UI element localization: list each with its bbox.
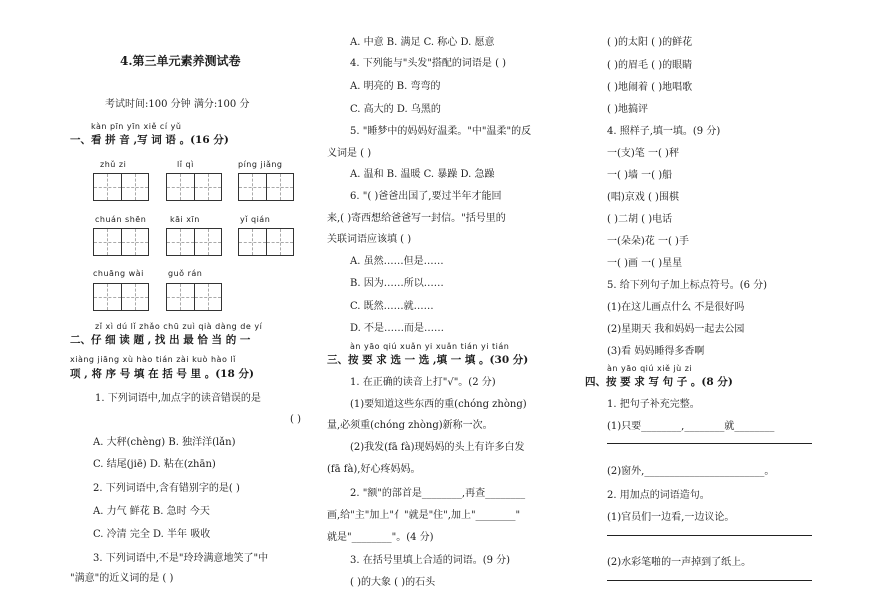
answer-line[interactable] bbox=[607, 580, 812, 581]
text-line: A. 大秤(chèng) B. 独洋洋(lǎn) bbox=[93, 437, 236, 448]
text-line: C. 结尾(jiē) D. 粘在(zhān) bbox=[93, 459, 216, 470]
text-line: (唱)京戏 ( )围棋 bbox=[607, 192, 679, 203]
text-line: 一(支)笔 一( )秤 bbox=[607, 148, 679, 159]
exam-title: 4.第三单元素养测试卷 bbox=[120, 54, 241, 68]
text-line: ( )地闹着 ( )地唱歌 bbox=[607, 82, 693, 93]
text-line: 量,必须重(chóng zhòng)新称一次。 bbox=[327, 420, 493, 431]
text-line: 1. 在正确的读音上打"√"。(2 分) bbox=[350, 377, 496, 388]
text-line: C. 既然……就…… bbox=[350, 301, 434, 312]
pinyin-line: chuán shēn bbox=[95, 215, 147, 224]
text-line: A. 明亮的 B. 弯弯的 bbox=[350, 81, 441, 92]
text-line: (2)我发(fā fà)现妈妈的头上有许多白发 bbox=[350, 442, 525, 453]
text-line: 考试时间:100 分钟 满分:100 分 bbox=[105, 99, 250, 110]
text-line: 4. 下列能与"头发"搭配的词语是 ( ) bbox=[350, 58, 507, 69]
pinyin-line: lǐ qì bbox=[177, 160, 194, 169]
pinyin-line: yǐ qián bbox=[240, 215, 271, 224]
pinyin-writing-box[interactable] bbox=[238, 173, 294, 201]
text-line: 义词是 ( ) bbox=[327, 148, 372, 159]
pinyin-line: zhǔ zi bbox=[100, 160, 127, 169]
text-line: 2. 用加点的词语造句。 bbox=[607, 490, 710, 501]
text-line: ( )地搞评 bbox=[607, 104, 648, 115]
text-line: 3. 在括号里填上合适的词语。(9 分) bbox=[350, 555, 511, 566]
text-line: 4. 照样子,填一填。(9 分) bbox=[607, 126, 721, 137]
section-heading: 项 , 将 序 号 填 在 括 号 里 。(18 分) bbox=[70, 368, 254, 380]
answer-line[interactable] bbox=[607, 535, 812, 536]
text-line: ( )的大象 ( )的石头 bbox=[350, 577, 436, 588]
text-line: 5. 给下列句子加上标点符号。(6 分) bbox=[607, 280, 768, 291]
text-line: 一( )墙 一( )船 bbox=[607, 170, 673, 181]
text-line: A. 中意 B. 满足 C. 称心 D. 愿意 bbox=[350, 37, 495, 48]
text-line: A. 虽然……但是…… bbox=[350, 256, 444, 267]
text-line: (1)只要________,________就________ bbox=[607, 421, 775, 432]
text-line: (2)水彩笔啪的一声掉到了纸上。 bbox=[607, 557, 752, 568]
text-line: 2. 下列词语中,含有错别字的是( ) bbox=[93, 483, 240, 494]
text-line: C. 高大的 D. 乌黑的 bbox=[350, 104, 441, 115]
text-line: A. 力气 鲜花 B. 急时 今天 bbox=[93, 506, 210, 517]
text-line: 关联词语应该填 ( ) bbox=[327, 234, 412, 245]
text-line: 6. "( )爸爸出国了,要过半年才能回 bbox=[350, 191, 502, 202]
text-line: ( ) bbox=[290, 414, 301, 425]
text-line: 一( )画 一( )星星 bbox=[607, 258, 683, 269]
pinyin-line: kāi xīn bbox=[170, 215, 200, 224]
section-heading: 一、看 拼 音 ,写 词 语 。(16 分) bbox=[70, 134, 229, 146]
section-heading: 四、按 要 求 写 句 子 。(8 分) bbox=[585, 376, 733, 388]
pinyin-line: àn yāo qiú xuǎn yi xuǎn tián yi tián bbox=[350, 342, 510, 351]
section-heading: 二、仔 细 读 题 , 找 出 最 恰 当 的 一 bbox=[70, 334, 251, 346]
text-line: A. 温和 B. 温暖 C. 暴躁 D. 急躁 bbox=[350, 169, 495, 180]
pinyin-writing-box[interactable] bbox=[166, 173, 222, 201]
pinyin-writing-box[interactable] bbox=[238, 228, 294, 256]
text-line: 5. "睡梦中的妈妈好温柔。"中"温柔"的反 bbox=[350, 126, 532, 137]
text-line: 2. "额"的部首是________,再查________ bbox=[350, 488, 526, 499]
text-line: (2)窗外,________________________。 bbox=[607, 466, 775, 477]
section-heading: 三、按 要 求 选 一 选 ,填 一 填 。(30 分) bbox=[327, 354, 529, 366]
pinyin-line: zǐ xì dú lǐ zhǎo chū zuì qià dàng de yí bbox=[95, 322, 263, 331]
text-line: ( )的眉毛 ( )的眼睛 bbox=[607, 60, 693, 71]
text-line: 来,( )寄西想给爸爸写一封信。"括号里的 bbox=[327, 213, 506, 224]
text-line: (1)官员们一边看,一边议论。 bbox=[607, 512, 735, 523]
text-line: C. 冷清 完全 D. 半年 吸收 bbox=[93, 529, 211, 540]
text-line: 就是"________"。(4 分) bbox=[327, 532, 434, 543]
text-line: (1)在这儿画点什么 不是很好吗 bbox=[607, 302, 745, 313]
text-line: (3)看 妈妈睡得多香啊 bbox=[607, 346, 705, 357]
text-line: D. 不是……而是…… bbox=[350, 323, 445, 334]
answer-line[interactable] bbox=[607, 443, 812, 444]
pinyin-line: chuāng wài bbox=[93, 269, 144, 278]
text-line: ( )的太阳 ( )的鲜花 bbox=[607, 37, 693, 48]
text-line: (2)星期天 我和妈妈一起去公园 bbox=[607, 324, 745, 335]
text-line: (1)要知道这些东西的重(chóng zhòng) bbox=[350, 399, 527, 410]
pinyin-writing-box[interactable] bbox=[93, 228, 149, 256]
pinyin-line: píng jiǎng bbox=[238, 160, 283, 169]
pinyin-writing-box[interactable] bbox=[93, 173, 149, 201]
pinyin-line: àn yāo qiú xiě jù zi bbox=[607, 364, 693, 373]
pinyin-line: kàn pīn yīn xiě cí yǔ bbox=[91, 122, 182, 131]
text-line: (fā fà),好心疼妈妈。 bbox=[327, 464, 421, 475]
pinyin-writing-box[interactable] bbox=[93, 283, 149, 311]
pinyin-line: guǒ rán bbox=[168, 269, 203, 278]
pinyin-writing-box[interactable] bbox=[166, 228, 222, 256]
text-line: 1. 把句子补充完整。 bbox=[607, 399, 700, 410]
text-line: 一(朵朵)花 一( )手 bbox=[607, 236, 689, 247]
text-line: 3. 下列词语中,不是"玲玲满意地笑了"中 bbox=[93, 553, 269, 564]
text-line: 画,给"主"加上"亻"就是"住",加上"________" bbox=[327, 510, 521, 521]
text-line: "满意"的近义词的是 ( ) bbox=[70, 573, 174, 584]
text-line: 1. 下列词语中,加点字的读音错误的是 bbox=[95, 393, 261, 404]
pinyin-writing-box[interactable] bbox=[166, 283, 222, 311]
text-line: ( )二胡 ( )电话 bbox=[607, 214, 673, 225]
text-line: B. 因为……所以…… bbox=[350, 278, 444, 289]
pinyin-line: xiàng jiāng xù hào tián zài kuò hào lǐ bbox=[70, 355, 236, 364]
